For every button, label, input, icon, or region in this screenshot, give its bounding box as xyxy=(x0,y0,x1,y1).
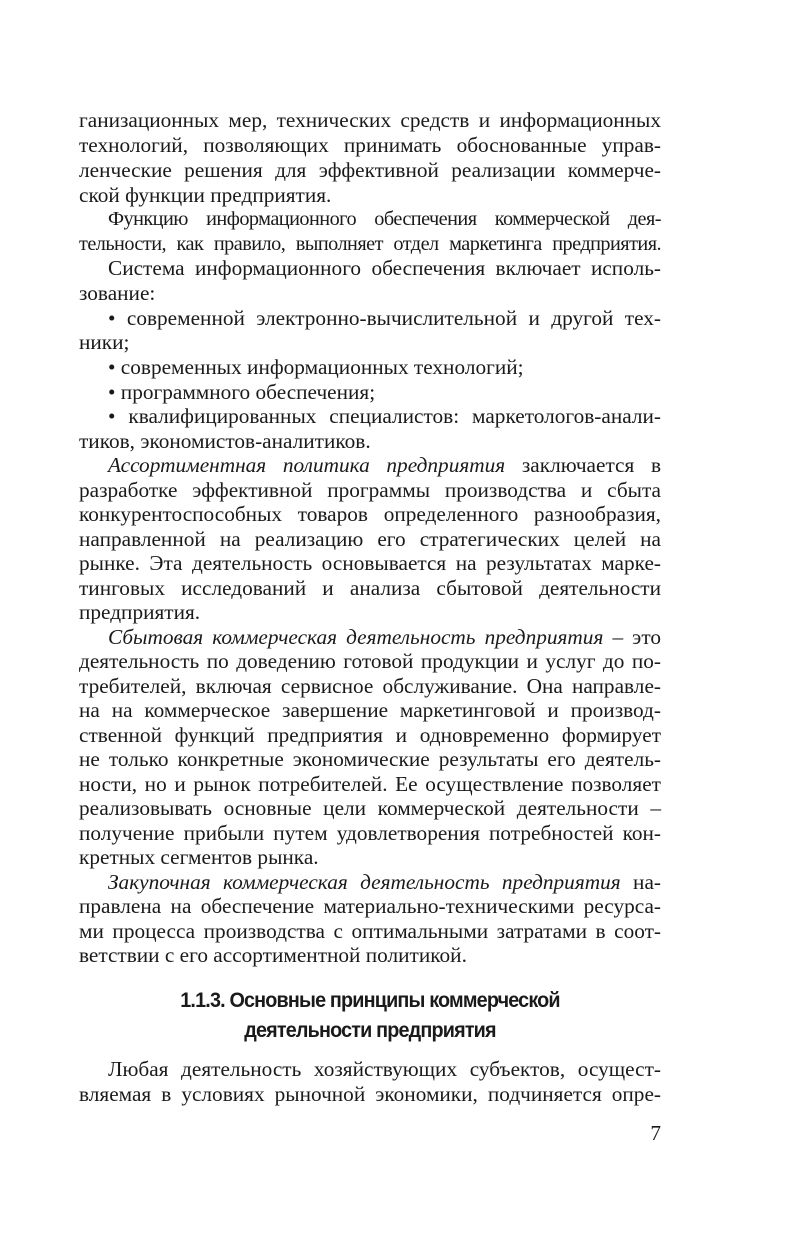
bullet-marker: • xyxy=(108,355,116,379)
term-sales-activity: Сбытовая коммерческая деятельность предприятия xyxy=(108,625,604,649)
text-line: Система информационного обеспечения включает исполь- xyxy=(108,256,661,280)
text-line: ленческие решения для эффективной реализации коммерче- xyxy=(79,158,661,182)
bullet-item xyxy=(108,404,661,429)
bullet-text: современных информационных технологий; xyxy=(120,355,524,379)
bullet-item xyxy=(108,380,661,405)
text-line: ми процесса производства с оптимальными затратами в соот- xyxy=(79,919,661,943)
text-line: предприятия. xyxy=(79,600,201,624)
bullet-text: программного обеспечения; xyxy=(120,380,376,404)
text-line: ственной функций предприятия и одновременно формирует xyxy=(79,723,661,747)
text-line: зование: xyxy=(79,281,156,305)
text-line: ской функции предприятия. xyxy=(79,183,332,207)
text-line xyxy=(108,625,661,650)
text-line: тиков, экономистов-аналитиков. xyxy=(79,429,371,453)
bullet-item xyxy=(108,355,661,380)
bullet-text: квалифицированных специалистов: маркетологов-анали- xyxy=(128,404,662,428)
text-line: ности, но и рынок потребителей. Ее осуществление позволяет xyxy=(79,772,661,796)
text-line: получение прибыли путем удовлетворения потребностей кон- xyxy=(79,821,661,845)
text-line: ники; xyxy=(79,330,130,354)
text-line: Функцию информационного обеспечения коммерческой дея- xyxy=(108,208,661,230)
text-line xyxy=(108,453,661,478)
text-line: деятельность по доведению готовой продукции и услуг до по- xyxy=(79,649,661,673)
text-line: реализовывать основные цели коммерческой деятельности – xyxy=(79,796,661,820)
text-line: рынке. Эта деятельность основывается на результатах марке- xyxy=(79,551,661,575)
text-line: ветствии с его ассортиментной политикой. xyxy=(79,943,467,967)
text-line: требителей, включая сервисное обслуживание. Она направле- xyxy=(79,674,661,698)
text-line: кретных сегментов рынка. xyxy=(79,845,319,869)
text-line: направленной на реализацию его стратегических целей на xyxy=(79,527,661,551)
term-continuation: на- xyxy=(620,870,661,894)
bullet-marker: • xyxy=(108,404,116,428)
section-heading-line-2: деятельности предприятия xyxy=(244,1018,496,1042)
term-continuation: заключается в xyxy=(505,453,662,477)
text-line: вляемая в условиях рыночной экономики, подчиняется опре- xyxy=(79,1082,661,1106)
term-assortment-policy: Ассортиментная политика предприятия xyxy=(108,453,506,477)
text-line: правлена на обеспечение материально-техническими ресурса- xyxy=(79,894,661,918)
text-line: не только конкретные экономические результаты его деятель- xyxy=(79,747,661,771)
bullet-text: современной электронно-вычислительной и другой тех- xyxy=(126,306,661,330)
bullet-item xyxy=(108,306,661,331)
text-line: Любая деятельность хозяйствующих субъектов, осущест- xyxy=(108,1057,661,1081)
section-heading-line-1: 1.1.3. Основные принципы коммерческой xyxy=(180,988,560,1012)
text-line: тинговых исследований и анализа сбытовой деятельности xyxy=(79,576,661,600)
bullet-marker: • xyxy=(108,380,116,404)
term-procurement-activity: Закупочная коммерческая деятельность предприятия xyxy=(108,870,621,894)
page-number: 7 xyxy=(650,1121,661,1145)
term-continuation: – это xyxy=(603,625,661,649)
text-line: технологий, позволяющих принимать обоснованные управ- xyxy=(79,133,661,157)
text-line: тельности, как правило, выполняет отдел маркетинга предприятия. xyxy=(79,233,661,255)
text-line: ганизационных мер, технических средств и информационных xyxy=(79,108,661,132)
text-line: конкурентоспособных товаров определенного разнообразия, xyxy=(79,502,661,526)
text-line: разработке эффективной программы производства и сбыта xyxy=(79,478,661,502)
text-line: на на коммерческое завершение маркетинговой и производ- xyxy=(79,698,661,722)
bullet-marker: • xyxy=(108,306,116,330)
text-line xyxy=(108,870,661,895)
